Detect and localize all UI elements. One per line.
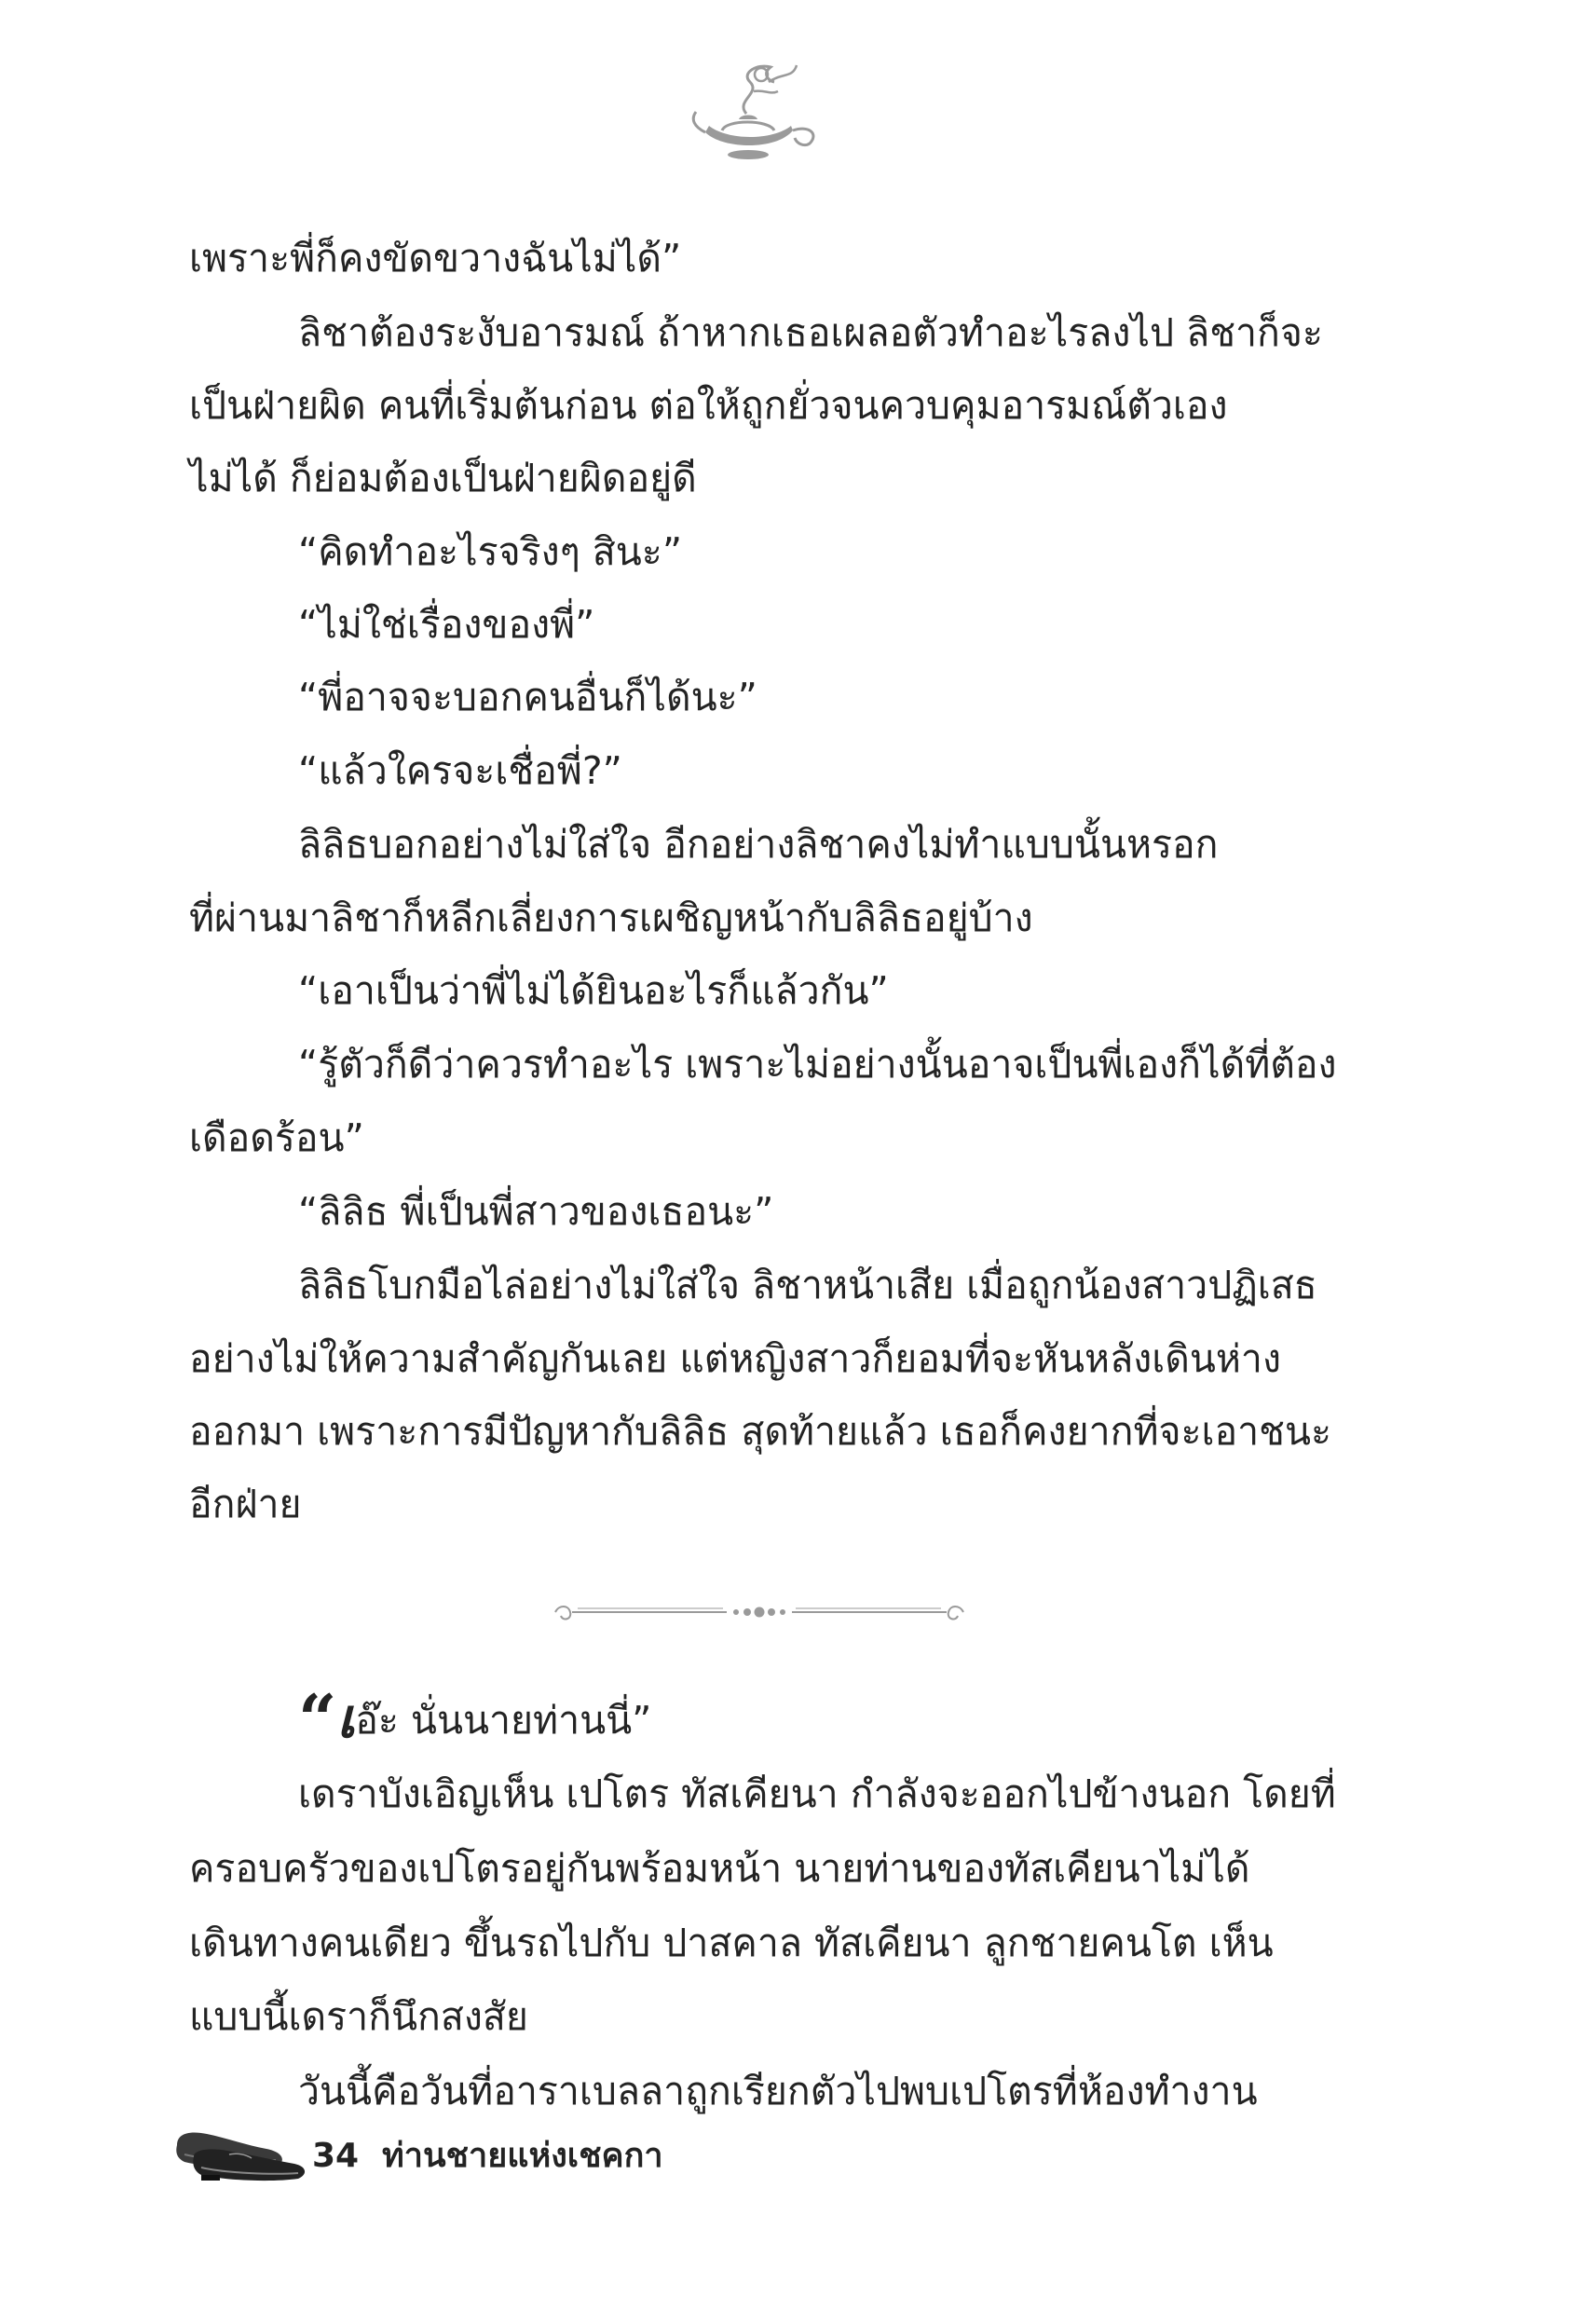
body-line: เพราะพี่ก็คงขัดขวางฉันไม่ได้” [189, 236, 682, 280]
body-line: วันนี้คือวันที่อาราเบลลาถูกเรียกตัวไปพบเปโตรที่ห้องทำงาน [298, 2069, 1258, 2113]
dialogue-line: “เอาเป็นว่าพี่ไม่ได้ยินอะไรก็แล้วกัน” [298, 968, 889, 1013]
opening-text: อ๊ะ นั่นนายท่านนี่” [355, 1698, 652, 1743]
body-line: ลิลิธโบกมือไล่อย่างไม่ใส่ใจ ลิชาหน้าเสีย เมื่อถูกน้องสาวปฏิเสธ [298, 1263, 1317, 1307]
body-line: อย่างไม่ให้ความสำคัญกันเลย แต่หญิงสาวก็ยอมที่จะหันหลังเดินห่าง [189, 1336, 1281, 1381]
dialogue-line: “รู้ตัวก็ดีว่าควรทำอะไร เพราะไม่อย่างนั้นอาจเป็นพี่เองก็ได้ที่ต้อง [298, 1042, 1337, 1087]
genie-lamp-icon [685, 54, 825, 166]
section-opening-line [298, 1679, 652, 1758]
body-line: เดือดร้อน” [189, 1115, 364, 1160]
dialogue-line: “คิดทำอะไรจริงๆ สินะ” [298, 529, 683, 574]
body-line: เป็นฝ่ายผิด คนที่เริ่มต้นก่อน ต่อให้ถูกยั่วจนควบคุมอารมณ์ตัวเอง [189, 383, 1228, 428]
body-line: ครอบครัวของเปโตรอยู่กันพร้อมหน้า นายท่านของทัสเคียนาไม่ได้ [189, 1846, 1250, 1891]
dropcap-quote: “ [298, 1679, 337, 1758]
body-line: ลิลิธบอกอย่างไม่ใส่ใจ อีกอย่างลิชาคงไม่ทำแบบนั้นหรอก [298, 822, 1219, 867]
shoes-icon [170, 2117, 309, 2184]
body-line: ที่ผ่านมาลิชาก็หลีกเลี่ยงการเผชิญหน้ากับลิลิธอยู่บ้าง [189, 896, 1033, 940]
dialogue-line: “พี่อาจจะบอกคนอื่นก็ได้นะ” [298, 675, 757, 719]
book-title: ท่านชายแห่งเชคกา [382, 2137, 663, 2175]
body-line: ไม่ได้ ก็ย่อมต้องเป็นฝ่ายผิดอยู่ดี [189, 456, 697, 500]
dialogue-line: “ไม่ใช่เรื่องของพี่” [298, 602, 595, 647]
dialogue-line: “แล้วใครจะเชื่อพี่?” [298, 748, 622, 793]
body-line: ลิชาต้องระงับอารมณ์ ถ้าหากเธอเผลอตัวทำอะไรลงไป ลิชาก็จะ [298, 310, 1323, 355]
body-line: ออกมา เพราะการมีปัญหากับลิลิธ สุดท้ายแล้ว เธอก็คงยากที่จะเอาชนะ [189, 1409, 1332, 1454]
body-line: อีกฝ่าย [189, 1482, 302, 1526]
body-line: เดินทางคนเดียว ขึ้นรถไปกับ ปาสคาล ทัสเคียนา ลูกชายคนโต เห็น [189, 1921, 1274, 1965]
body-line: เดราบังเอิญเห็น เปโตร ทัสเคียนา กำลังจะออกไปข้างนอก โดยที่ [298, 1771, 1336, 1816]
dialogue-line: “ลิลิธ พี่เป็นพี่สาวของเธอนะ” [298, 1189, 774, 1234]
dropcap-letter: เ [336, 1687, 356, 1750]
ornamental-divider [550, 1595, 969, 1629]
body-line: แบบนี้เดราก็นึกสงสัย [189, 1994, 528, 2039]
page-number: 34 [312, 2137, 360, 2175]
